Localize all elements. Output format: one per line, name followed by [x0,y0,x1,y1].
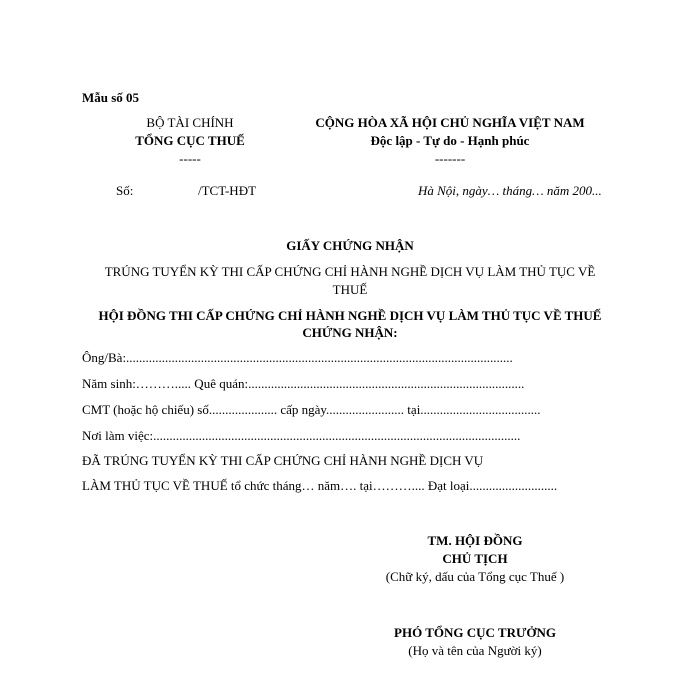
signature2-note: (Họ và tên của Người ký) [408,643,542,658]
certificate-title: GIẤY CHỨNG NHẬN [286,238,414,253]
passed-line1: ĐÃ TRÚNG TUYỂN KỲ THI CẤP CHỨNG CHỈ HÀNH NGHỀ DỊCH VỤ [82,453,484,468]
council-line1: HỘI ĐỒNG THI CẤP CHỨNG CHỈ HÀNH NGHỀ DỊCH VỤ LÀM THỦ TỤC VỀ THUẾ [98,308,602,323]
field-id-card: CMT (hoặc hộ chiếu) số..................... cấp ngày........................ tại..................................... [82,402,541,417]
signature2-title: PHÓ TỔNG CỤC TRƯỞNG [394,625,556,640]
place-date: Hà Nội, ngày… tháng… năm 200... [418,183,602,198]
certificate-subtitle-line2: THUẾ [332,282,368,297]
signature1-note: (Chữ ký, dấu của Tổng cục Thuế ) [385,569,565,584]
signature1-role: CHỦ TỊCH [442,551,508,566]
document-number-suffix: /TCT-HĐT [198,183,257,198]
department-name: TỔNG CỤC THUẾ [135,133,245,148]
field-birth-hometown: Năm sinh:………..... Quê quán:..................................................................................... [82,376,525,391]
signature1-title: TM. HỘI ĐỒNG [427,533,523,548]
right-header-separator: ------- [434,151,466,166]
country-name: CỘNG HÒA XÃ HỘI CHỦ NGHĨA VIỆT NAM [315,115,585,130]
form-number: Mẫu số 05 [82,90,140,105]
council-line2: CHỨNG NHẬN: [302,325,398,340]
field-workplace: Nơi làm việc:................................................................................................................. [82,428,521,443]
passed-line2: LÀM THỦ TỤC VỀ THUẾ tổ chức tháng… năm…. tại……….... Đạt loại........................... [82,478,558,493]
document-number-label: Số: [116,183,134,198]
ministry-name: BỘ TÀI CHÍNH [146,115,234,130]
left-header-separator: ----- [179,151,201,166]
national-motto: Độc lập - Tự do - Hạnh phúc [370,133,530,148]
certificate-subtitle-line1: TRÚNG TUYỂN KỲ THI CẤP CHỨNG CHỈ HÀNH NGHỀ DỊCH VỤ LÀM THỦ TỤC VỀ [104,264,596,279]
field-name: Ông/Bà:....................................................................................................................... [82,350,513,365]
